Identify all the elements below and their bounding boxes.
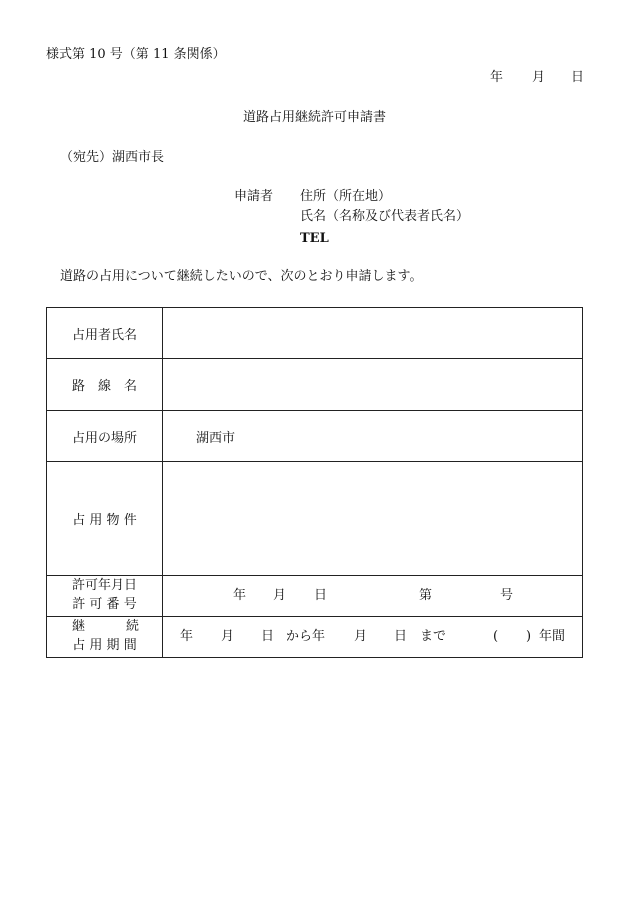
period-from: から年 <box>286 629 326 644</box>
period-day2: 日 <box>394 629 408 644</box>
period-to: まで <box>420 629 447 644</box>
location-label: 占用の場所 <box>47 411 163 462</box>
form-number: 様式第 10 号（第 11 条関係） <box>46 47 226 62</box>
permit-number-suffix: 号 <box>500 588 514 603</box>
permit-month: 月 <box>273 588 287 603</box>
applicant-name: 氏名（名称及び代表者氏名） <box>300 209 470 224</box>
permit-field[interactable] <box>163 576 583 617</box>
route-name-field[interactable] <box>163 359 583 411</box>
period-label <box>47 617 163 658</box>
row-permit <box>47 576 583 617</box>
applicant-tel: TEL <box>300 231 329 246</box>
occupant-name-label: 占用者氏名 <box>47 308 163 359</box>
permit-number-prefix: 第 <box>419 588 433 603</box>
row-occupant-name <box>47 308 583 359</box>
date-month: 月 <box>532 70 546 85</box>
application-table <box>46 307 583 658</box>
permit-day: 日 <box>314 588 328 603</box>
row-period <box>47 617 583 658</box>
period-label-line2: 占 用 期 間 <box>72 638 137 653</box>
permit-label-line1: 許可年月日 <box>71 578 137 594</box>
period-paren-close: ) <box>526 629 532 644</box>
location-value: 湖西市 <box>196 430 236 446</box>
object-label: 占 用 物 件 <box>47 462 163 576</box>
permit-label-line2: 許 可 番 号 <box>72 597 137 612</box>
permit-year: 年 <box>233 588 247 603</box>
row-route-name <box>47 359 583 411</box>
route-name-label: 路 線 名 <box>47 359 163 411</box>
addressee: （宛先）湖西市長 <box>60 150 165 165</box>
row-object <box>47 462 583 576</box>
period-years: 年間 <box>539 629 566 644</box>
occupant-name-field[interactable] <box>163 308 583 359</box>
period-year1: 年 <box>180 629 194 644</box>
date-year: 年 <box>490 70 504 85</box>
period-day1: 日 <box>261 629 275 644</box>
object-field[interactable] <box>163 462 583 576</box>
applicant-label: 申請者 <box>234 189 274 204</box>
intro-text: 道路の占用について継続したいので、次のとおり申請します。 <box>60 269 423 284</box>
location-field[interactable] <box>163 411 583 462</box>
row-location <box>47 411 583 462</box>
period-label-line1: 継 続 <box>72 619 139 635</box>
date-day: 日 <box>571 70 585 85</box>
period-month2: 月 <box>354 629 368 644</box>
applicant-address: 住所（所在地） <box>300 189 392 204</box>
period-field[interactable] <box>163 617 583 658</box>
permit-label <box>47 576 163 617</box>
period-month1: 月 <box>221 629 235 644</box>
document-title: 道路占用継続許可申請書 <box>243 110 387 125</box>
period-paren-open: ( <box>493 629 499 644</box>
